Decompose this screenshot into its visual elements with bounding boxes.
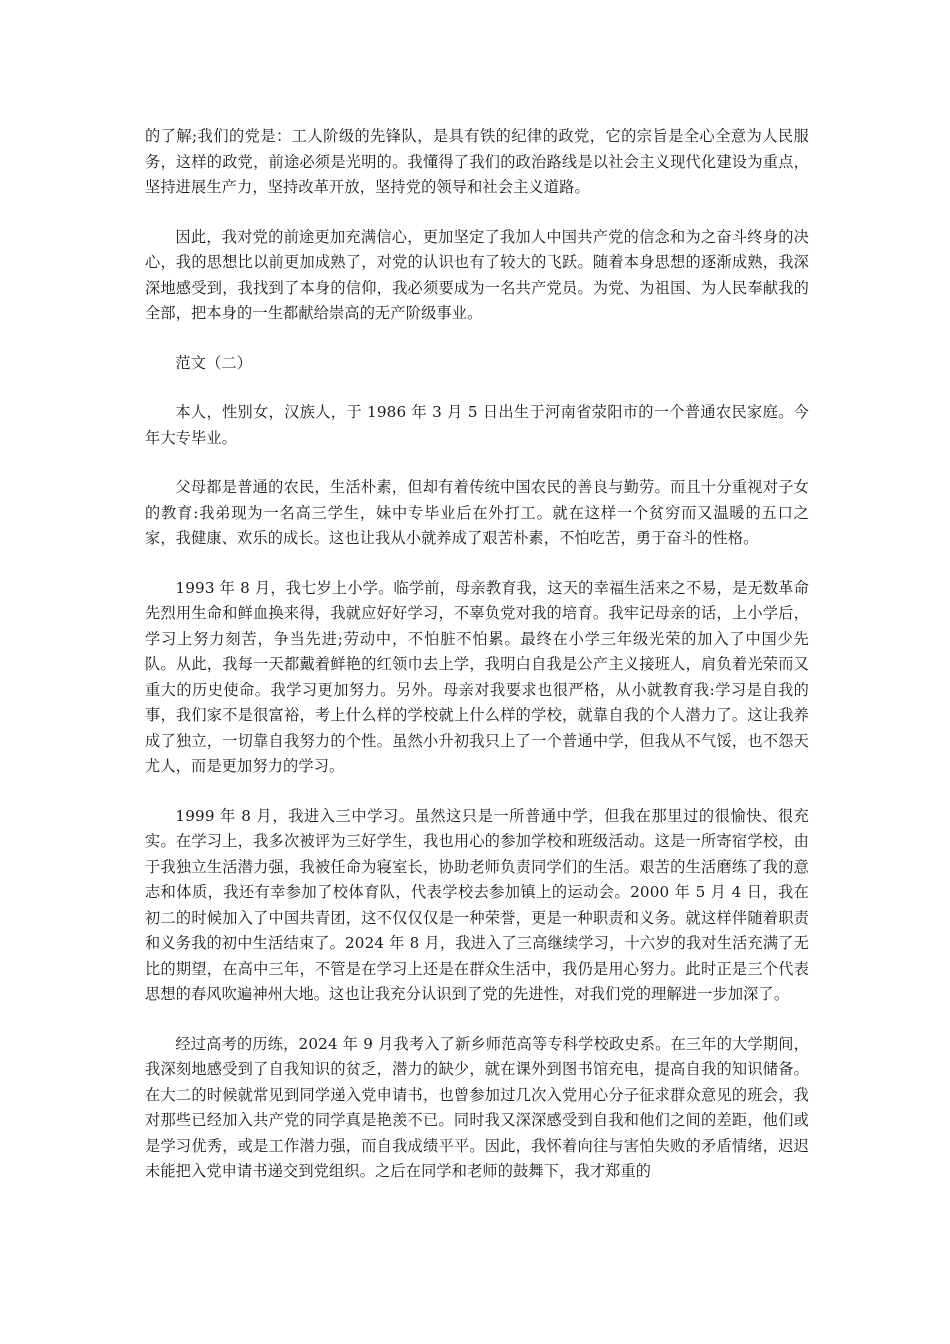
paragraph-5: 1993 年 8 月，我七岁上小学。临学前，母亲教育我，这天的幸福生活来之不易，是无数革命先烈用生命和鲜血换来得，我就应好好学习，不辜负党对我的培育。我牢记母亲的话，上小学后，学习上努力刻苦，争当先进;劳动中，不怕脏不怕累。最终在小学三年级光荣的加入了中国少先队。从此，我每一天都戴着鲜艳的红领巾去上学，我明白自我是公产主义接班人，肩负着光荣而又重大的历史使命。我学习更加努力。另外。母亲对我要求也很严格，从小就教育我:学习是自我的事，我们家不是很富裕，考上什么样的学校就上什么样的学校，就靠自我的个人潜力了。这让我养成了独立，一切靠自我努力的个性。虽然小升初我只上了一个普通中学，但我从不气馁，也不怨天尤人，而是更加努力的学习。 [145, 578, 809, 775]
paragraph-2: 因此，我对党的前途更加充满信心，更加坚定了我加人中国共产党的信念和为之奋斗终身的决心，我的思想比以前更加成熟了，对党的认识也有了较大的飞跃。随着本身思想的逐渐成熟，我深深地感受到，我找到了本身的信仰，我必须要成为一名共产党员。为党、为祖国、为人民奉献我的全部，把本身的一生都献给崇高的无产阶级事业。 [145, 227, 809, 322]
paragraph-1: 的了解;我们的党是：工人阶级的先锋队，是具有铁的纪律的政党，它的宗旨是全心全意为人民服务，这样的政党，前途必须是光明的。我懂得了我们的政治路线是以社会主义现代化建设为重点，坚持进展生产力，坚持改革开放，坚持党的领导和社会主义道路。 [145, 127, 809, 196]
document-body [145, 124, 809, 1209]
paragraph-4: 父母都是普通的农民，生活朴素，但却有着传统中国农民的善良与勤劳。而且十分重视对子女的教育:我弟现为一名高三学生，妹中专毕业后在外打工。就在这样一个贫穷而又温暖的五口之家，我健康、欢乐的成长。这也让我从小就养成了艰苦朴素，不怕吃苦，勇于奋斗的性格。 [145, 478, 809, 547]
section-heading: 范文（二） [175, 353, 253, 372]
paragraph-6: 1999 年 8 月，我进入三中学习。虽然这只是一所普通中学，但我在那里过的很愉快、很充实。在学习上，我多次被评为三好学生，我也用心的参加学校和班级活动。这是一所寄宿学校，由于我独立生活潜力强，我被任命为寝室长，协助老师负责同学们的生活。艰苦的生活磨练了我的意志和体质，我还有幸参加了校体育队，代表学校去参加镇上的运动会。2000 年 5 月 4 日，我在初二的时候加入了中国共青团，这不仅仅仅是一种荣誉，更是一种职责和义务。就这样伴随着职责和义务我的初中生活结束了。2024 年 8 月，我进入了三高继续学习，十六岁的我对生活充满了无比的期望，在高中三年，不管是在学习上还是在群众生活中，我仍是用心努力。此时正是三个代表思想的春风吹遍神州大地。这也让我充分认识到了党的先进性，对我们党的理解进一步加深了。 [145, 806, 809, 1003]
paragraph-7: 经过高考的历练，2024 年 9 月我考入了新乡师范高等专科学校政史系。在三年的大学期间，我深刻地感受到了自我知识的贫乏，潜力的缺少，就在课外到图书馆充电，提高自我的知识储备。在大二的时候就常见到同学递入党申请书，也曾参加过几次入党用心分子征求群众意见的班会，我对那些已经加入共产党的同学真是艳羡不已。同时我又深深感受到自我和他们之间的差距，他们或是学习优秀，或是工作潜力强，而自我成绩平平。因此，我怀着向往与害怕失败的矛盾情绪，迟迟未能把入党申请书递交到党组织。之后在同学和老师的鼓舞下，我才郑重的 [145, 1034, 809, 1180]
paragraph-3: 本人，性别女，汉族人，于 1986 年 3 月 5 日出生于河南省荥阳市的一个普通农民家庭。今年大专毕业。 [145, 403, 809, 447]
